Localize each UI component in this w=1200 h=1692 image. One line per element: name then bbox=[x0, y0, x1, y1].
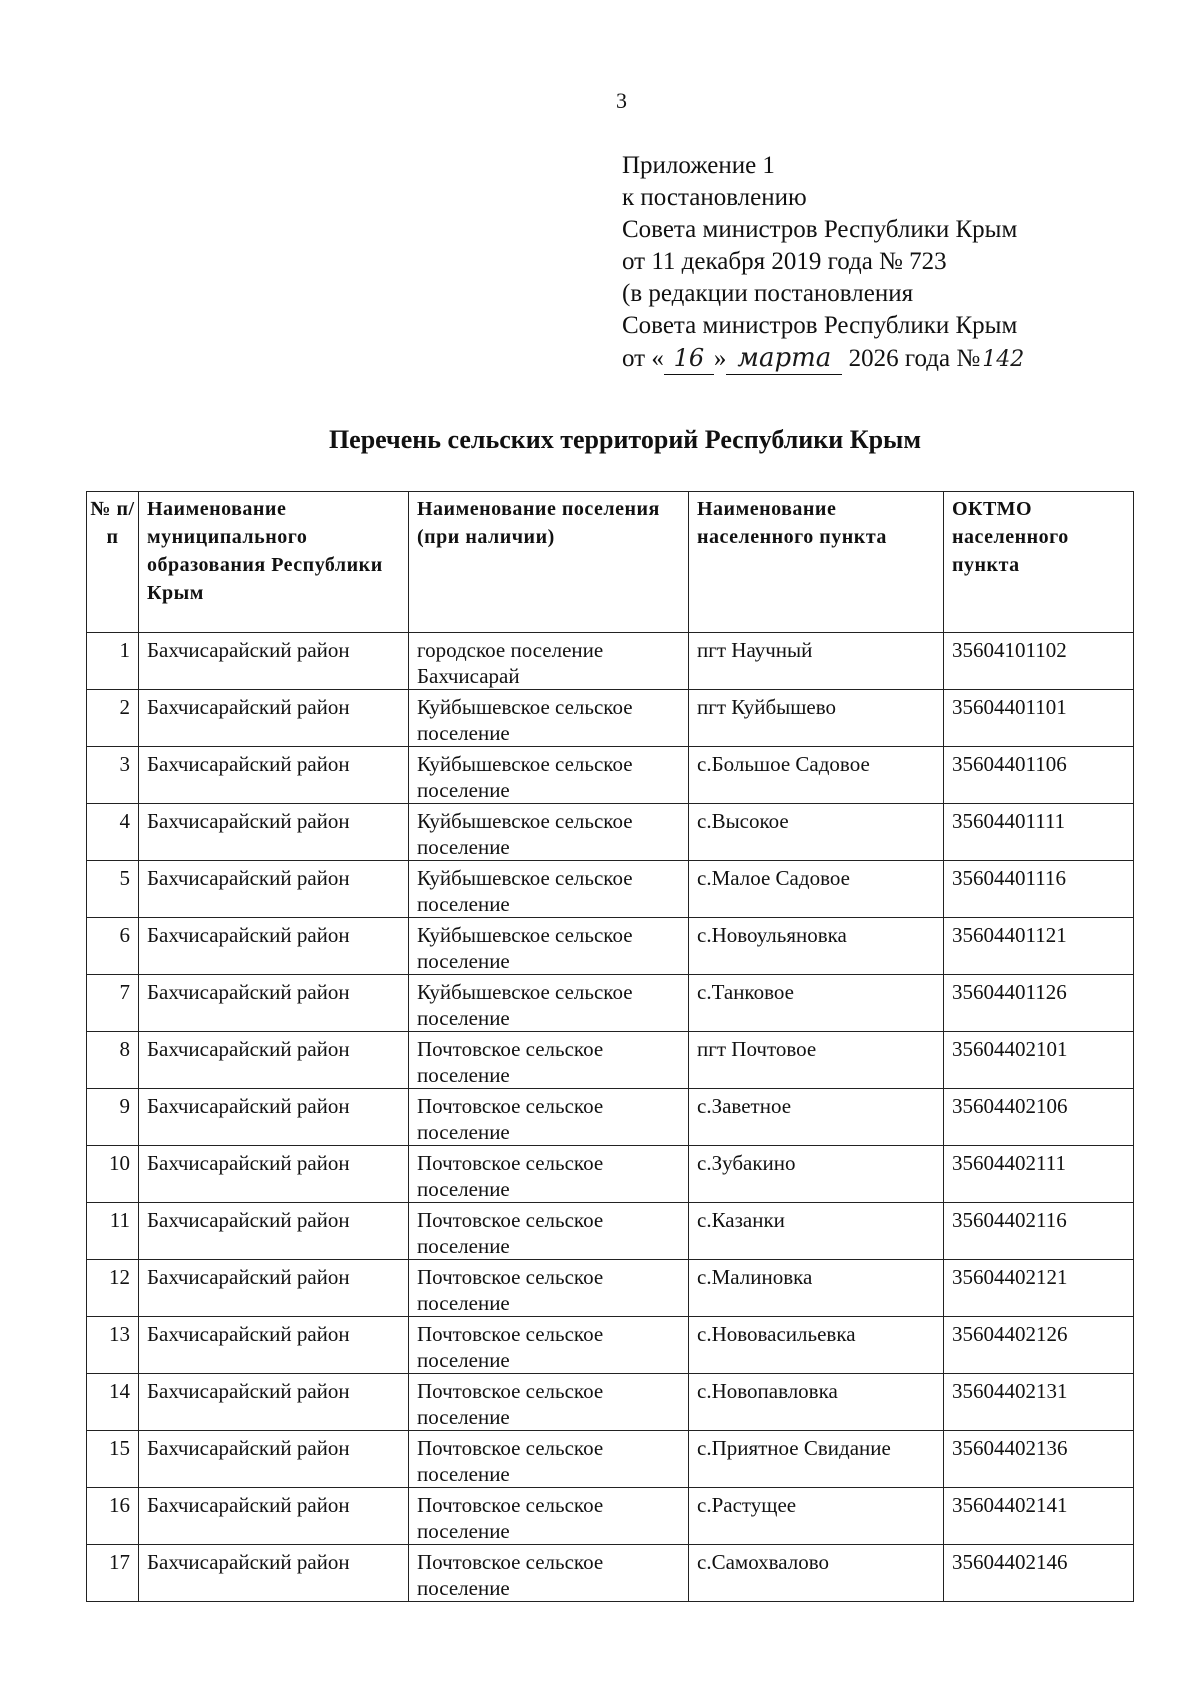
cell-municipality: Бахчисарайский район bbox=[139, 975, 409, 1032]
cell-municipality: Бахчисарайский район bbox=[139, 861, 409, 918]
header-locality: Наименование населенного пункта bbox=[689, 492, 944, 633]
cell-oktmo: 35604401126 bbox=[944, 975, 1134, 1032]
cell-oktmo: 35604402141 bbox=[944, 1488, 1134, 1545]
header-no: № п/п bbox=[87, 492, 139, 633]
cell-settlement: Куйбышевское сельское поселение bbox=[409, 918, 689, 975]
appendix-block bbox=[622, 150, 1026, 376]
cell-locality: с.Казанки bbox=[689, 1203, 944, 1260]
cell-locality: с.Растущее bbox=[689, 1488, 944, 1545]
handwritten-day: 16 bbox=[664, 342, 714, 375]
cell-no: 7 bbox=[87, 975, 139, 1032]
cell-locality: с.Малиновка bbox=[689, 1260, 944, 1317]
cell-settlement: Куйбышевское сельское поселение bbox=[409, 690, 689, 747]
cell-oktmo: 35604401106 bbox=[944, 747, 1134, 804]
table-row bbox=[87, 1203, 1134, 1260]
cell-settlement: Почтовское сельское поселение bbox=[409, 1317, 689, 1374]
cell-oktmo: 35604101102 bbox=[944, 633, 1134, 690]
handwritten-number: 142 bbox=[982, 347, 1025, 372]
cell-settlement: Куйбышевское сельское поселение bbox=[409, 747, 689, 804]
appendix-line: (в редакции постановления bbox=[622, 280, 914, 307]
cell-municipality: Бахчисарайский район bbox=[139, 1374, 409, 1431]
cell-no: 11 bbox=[87, 1203, 139, 1260]
date-quote: » bbox=[713, 345, 727, 372]
cell-settlement: городское поселение Бахчисарай bbox=[409, 633, 689, 690]
cell-oktmo: 35604401116 bbox=[944, 861, 1134, 918]
table-row bbox=[87, 1545, 1134, 1602]
table-row bbox=[87, 918, 1134, 975]
date-year: 2026 года № bbox=[848, 345, 981, 372]
cell-settlement: Почтовское сельское поселение bbox=[409, 1374, 689, 1431]
document-title: Перечень сельских территорий Республики Крым bbox=[328, 425, 922, 454]
cell-oktmo: 35604402136 bbox=[944, 1431, 1134, 1488]
appendix-line: от 11 декабря 2019 года № 723 bbox=[622, 248, 947, 275]
cell-no: 9 bbox=[87, 1089, 139, 1146]
cell-municipality: Бахчисарайский район bbox=[139, 1545, 409, 1602]
cell-municipality: Бахчисарайский район bbox=[139, 1032, 409, 1089]
cell-municipality: Бахчисарайский район bbox=[139, 804, 409, 861]
cell-oktmo: 35604402106 bbox=[944, 1089, 1134, 1146]
cell-settlement: Куйбышевское сельское поселение bbox=[409, 861, 689, 918]
cell-no: 12 bbox=[87, 1260, 139, 1317]
cell-locality: с.Малое Садовое bbox=[689, 861, 944, 918]
cell-municipality: Бахчисарайский район bbox=[139, 1260, 409, 1317]
cell-no: 2 bbox=[87, 690, 139, 747]
date-prefix: от « bbox=[622, 345, 664, 372]
cell-municipality: Бахчисарайский район bbox=[139, 690, 409, 747]
header-oktmo: ОКТМО населенного пункта bbox=[944, 492, 1134, 633]
cell-no: 15 bbox=[87, 1431, 139, 1488]
cell-settlement: Куйбышевское сельское поселение bbox=[409, 975, 689, 1032]
table-row bbox=[87, 1488, 1134, 1545]
table-row bbox=[87, 633, 1134, 690]
cell-settlement: Куйбышевское сельское поселение bbox=[409, 804, 689, 861]
cell-settlement: Почтовское сельское поселение bbox=[409, 1545, 689, 1602]
table-row bbox=[87, 1317, 1134, 1374]
cell-municipality: Бахчисарайский район bbox=[139, 1488, 409, 1545]
table-body bbox=[87, 633, 1134, 1602]
cell-locality: с.Танковое bbox=[689, 975, 944, 1032]
page-number: 3 bbox=[616, 88, 627, 113]
cell-no: 5 bbox=[87, 861, 139, 918]
cell-no: 17 bbox=[87, 1545, 139, 1602]
cell-municipality: Бахчисарайский район bbox=[139, 1317, 409, 1374]
table-row bbox=[87, 1260, 1134, 1317]
cell-no: 13 bbox=[87, 1317, 139, 1374]
table-row bbox=[87, 861, 1134, 918]
table-row bbox=[87, 690, 1134, 747]
cell-oktmo: 35604401111 bbox=[944, 804, 1134, 861]
cell-locality: пгт Научный bbox=[689, 633, 944, 690]
cell-settlement: Почтовское сельское поселение bbox=[409, 1089, 689, 1146]
appendix-line: к постановлению bbox=[622, 184, 807, 211]
table-row bbox=[87, 1032, 1134, 1089]
cell-oktmo: 35604402121 bbox=[944, 1260, 1134, 1317]
territories-table bbox=[86, 491, 1134, 1602]
cell-no: 1 bbox=[87, 633, 139, 690]
cell-municipality: Бахчисарайский район bbox=[139, 633, 409, 690]
table-row bbox=[87, 1146, 1134, 1203]
cell-municipality: Бахчисарайский район bbox=[139, 1431, 409, 1488]
cell-locality: с.Новоульяновка bbox=[689, 918, 944, 975]
cell-settlement: Почтовское сельское поселение bbox=[409, 1146, 689, 1203]
cell-no: 14 bbox=[87, 1374, 139, 1431]
cell-locality: с.Высокое bbox=[689, 804, 944, 861]
table-header-row bbox=[87, 492, 1134, 633]
cell-no: 8 bbox=[87, 1032, 139, 1089]
cell-municipality: Бахчисарайский район bbox=[139, 747, 409, 804]
cell-settlement: Почтовское сельское поселение bbox=[409, 1032, 689, 1089]
cell-locality: с.Нововасильевка bbox=[689, 1317, 944, 1374]
cell-no: 10 bbox=[87, 1146, 139, 1203]
cell-oktmo: 35604401101 bbox=[944, 690, 1134, 747]
appendix-line: Приложение 1 bbox=[622, 152, 775, 179]
cell-settlement: Почтовское сельское поселение bbox=[409, 1488, 689, 1545]
cell-settlement: Почтовское сельское поселение bbox=[409, 1203, 689, 1260]
cell-oktmo: 35604402101 bbox=[944, 1032, 1134, 1089]
header-settlement: Наименование поселения (при наличии) bbox=[409, 492, 689, 633]
cell-oktmo: 35604402111 bbox=[944, 1146, 1134, 1203]
cell-locality: с.Большое Садовое bbox=[689, 747, 944, 804]
cell-locality: пгт Почтовое bbox=[689, 1032, 944, 1089]
table-row bbox=[87, 804, 1134, 861]
table-row bbox=[87, 975, 1134, 1032]
cell-municipality: Бахчисарайский район bbox=[139, 1089, 409, 1146]
table-row bbox=[87, 1431, 1134, 1488]
cell-settlement: Почтовское сельское поселение bbox=[409, 1431, 689, 1488]
cell-oktmo: 35604402146 bbox=[944, 1545, 1134, 1602]
handwritten-month: марта bbox=[726, 342, 842, 375]
cell-locality: с.Приятное Свидание bbox=[689, 1431, 944, 1488]
cell-municipality: Бахчисарайский район bbox=[139, 1203, 409, 1260]
appendix-line: Совета министров Республики Крым bbox=[622, 312, 1018, 339]
cell-oktmo: 35604402131 bbox=[944, 1374, 1134, 1431]
cell-oktmo: 35604401121 bbox=[944, 918, 1134, 975]
cell-municipality: Бахчисарайский район bbox=[139, 918, 409, 975]
cell-oktmo: 35604402126 bbox=[944, 1317, 1134, 1374]
cell-locality: с.Заветное bbox=[689, 1089, 944, 1146]
cell-oktmo: 35604402116 bbox=[944, 1203, 1134, 1260]
cell-locality: с.Самохвалово bbox=[689, 1545, 944, 1602]
cell-locality: с.Новопавловка bbox=[689, 1374, 944, 1431]
appendix-line: Совета министров Республики Крым bbox=[622, 216, 1018, 243]
header-municipality: Наименование муниципального образования Республики Крым bbox=[139, 492, 409, 633]
cell-no: 16 bbox=[87, 1488, 139, 1545]
table-row bbox=[87, 1374, 1134, 1431]
cell-locality: с.Зубакино bbox=[689, 1146, 944, 1203]
cell-municipality: Бахчисарайский район bbox=[139, 1146, 409, 1203]
cell-no: 4 bbox=[87, 804, 139, 861]
table-row bbox=[87, 747, 1134, 804]
table-row bbox=[87, 1089, 1134, 1146]
cell-no: 3 bbox=[87, 747, 139, 804]
appendix-date-line bbox=[622, 342, 1026, 376]
cell-settlement: Почтовское сельское поселение bbox=[409, 1260, 689, 1317]
cell-locality: пгт Куйбышево bbox=[689, 690, 944, 747]
cell-no: 6 bbox=[87, 918, 139, 975]
